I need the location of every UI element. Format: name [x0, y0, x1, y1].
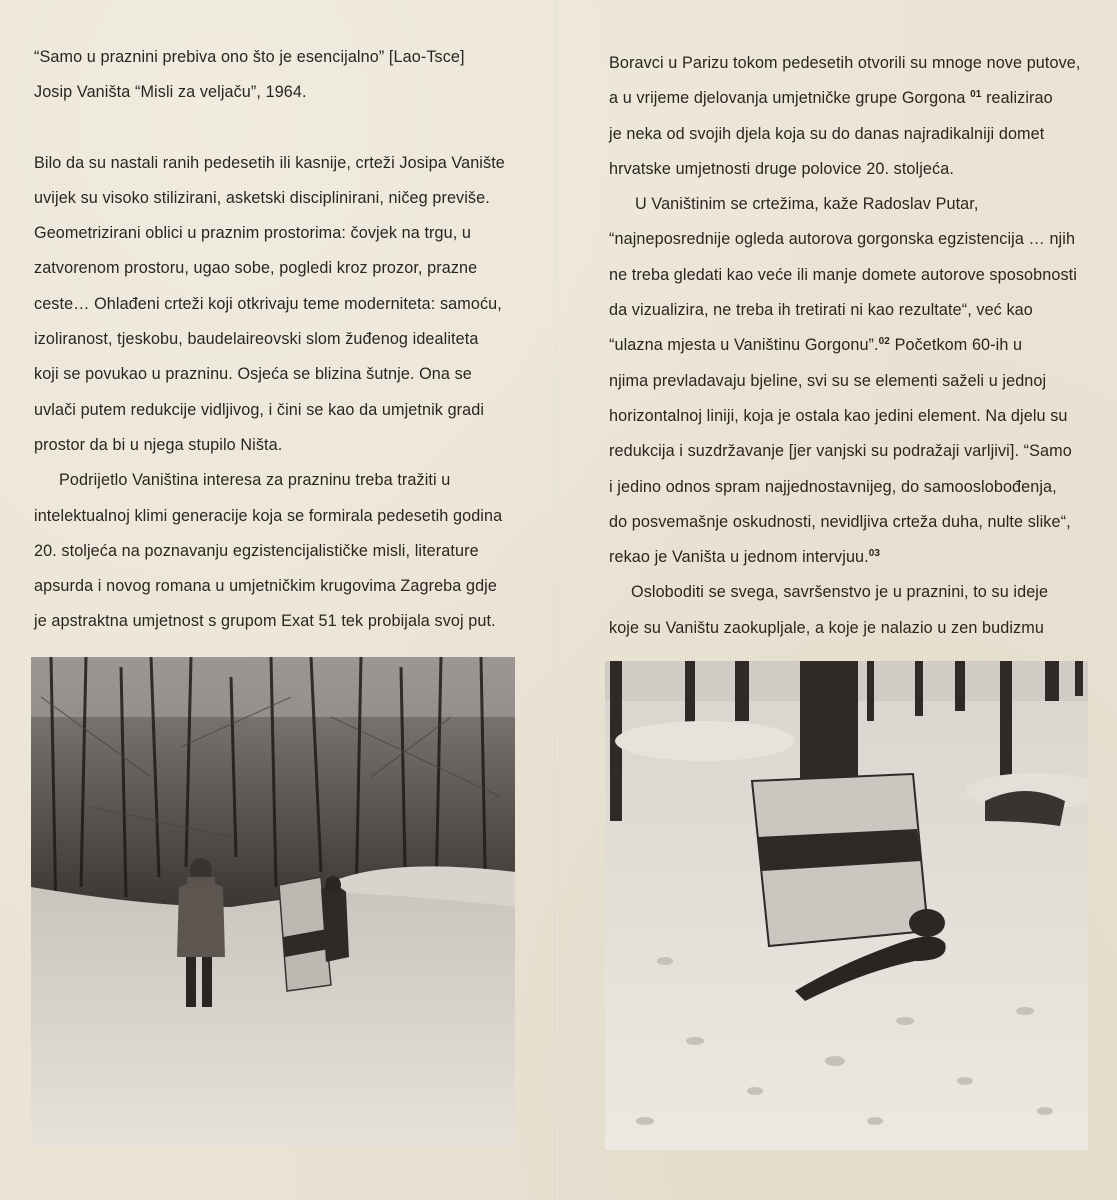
paragraph-line: apsurda i novog romana u umjetničkim krugovima Zagreba gdje: [34, 577, 497, 596]
text-segment: realizirao: [981, 89, 1053, 108]
paragraph-line: ne treba gledati kao veće ili manje domete autorove sposobnosti: [609, 265, 1077, 284]
text-segment: Početkom 60-ih u: [889, 336, 1023, 355]
paragraph-line: uvlači putem redukcije vidljivog, i čini se kao da umjetnik gradi: [34, 400, 485, 419]
paragraph-line: je apstraktna umjetnost s grupom Exat 51 tek probijala svoj put.: [34, 612, 496, 631]
text-segment: “ulazna mjesta u Vaništinu Gorgonu”.: [609, 336, 879, 355]
page-fold: [555, 0, 559, 1200]
left-text-column: [34, 40, 544, 640]
footnote-marker: 03: [868, 548, 881, 560]
paragraph-line: 20. stoljeća na poznavanju egzistencijalističke misli, literature: [34, 541, 479, 560]
paragraph-line: koje su Vaništu zaokupljale, a koje je nalazio u zen budizmu: [609, 618, 1044, 637]
paragraph-line: Osloboditi se svega, savršenstvo je u praznini, to su ideje: [631, 583, 1049, 602]
text-segment: rekao je Vaništa u jednom intervjuu.: [609, 548, 869, 567]
paragraph-line: [609, 81, 1089, 116]
footnote-marker: 01: [970, 89, 982, 101]
snow-photo-illustration: [605, 661, 1088, 1150]
photo-figure-lying-by-canvas: [605, 661, 1088, 1150]
footnote-marker: 02: [878, 336, 890, 348]
right-text-column: [609, 46, 1089, 646]
paragraph-line: ceste… Ohlađeni crteži koji otkrivaju teme moderniteta: samoću,: [34, 294, 502, 313]
paragraph-line: izoliranost, tjeskobu, baudelaireovski slom žuđenog idealiteta: [34, 330, 479, 349]
paragraph-line: [609, 328, 1089, 363]
paragraph-line: horizontalnoj liniji, koja je ostala kao jedini element. Na djelu su: [609, 406, 1068, 425]
paragraph-line: U Vaništinim se crtežima, kaže Radoslav Putar,: [635, 195, 979, 214]
paragraph-line: Geometrizirani oblici u praznim prostorima: čovjek na trgu, u: [34, 224, 472, 243]
paragraph-line: “najneposrednije ogleda autorova gorgonska egzistencija … njih: [609, 230, 1076, 249]
paragraph-line: i jedino odnos spram najjednostavnijeg, do samooslobođenja,: [609, 477, 1057, 496]
paragraph-line: Boravci u Parizu tokom pedesetih otvorili su mnoge nove putove,: [609, 54, 1081, 72]
epigraph-source-line: Josip Vaništa “Misli za veljaču”, 1964.: [34, 83, 307, 102]
paragraph-line: je neka od svojih djela koja su do danas najradikalniji domet: [609, 124, 1045, 143]
photo-artist-in-snow-forest: [31, 657, 515, 1147]
paragraph-line: zatvorenom prostoru, ugao sobe, pogledi kroz prozor, prazne: [34, 259, 478, 278]
paragraph-line: redukcija i suzdržavanje [jer vanjski su podražaji varljivi]. “Samo: [609, 442, 1072, 461]
paragraph-line: [609, 540, 1089, 575]
paragraph-line: prostor da bi u njega stupilo Ništa.: [34, 435, 283, 454]
paragraph-line: da vizualizira, ne treba ih tretirati ni kao rezultate“, već kao: [609, 301, 1033, 320]
spacer: [34, 111, 544, 146]
paragraph-line: uvijek su visoko stilizirani, asketski disciplinirani, ničeg previše.: [34, 188, 490, 207]
paragraph-line: njima prevladavaju bjeline, svi su se elementi saželi u jednoj: [609, 371, 1047, 390]
paragraph-line: Bilo da su nastali ranih pedesetih ili kasnije, crteži Josipa Vanište: [34, 153, 505, 172]
text-segment: a u vrijeme djelovanja umjetničke grupe Gorgona: [609, 89, 966, 108]
paragraph-line: do posvemašnje oskudnosti, nevidljiva crteža duha, nulte slike“,: [609, 512, 1071, 531]
paragraph-line: intelektualnoj klimi generacije koja se formirala pedesetih godina: [34, 506, 503, 525]
paragraph-line: hrvatske umjetnosti druge polovice 20. stoljeća.: [609, 159, 954, 178]
forest-photo-illustration: [31, 657, 515, 1147]
paragraph-line: Podrijetlo Vaniština interesa za prazninu treba tražiti u: [59, 471, 451, 490]
paragraph-line: koji se povukao u prazninu. Osjeća se blizina šutnje. Ona se: [34, 365, 472, 384]
epigraph-line: “Samo u praznini prebiva ono što je esencijalno” [Lao-Tsce]: [34, 48, 465, 66]
